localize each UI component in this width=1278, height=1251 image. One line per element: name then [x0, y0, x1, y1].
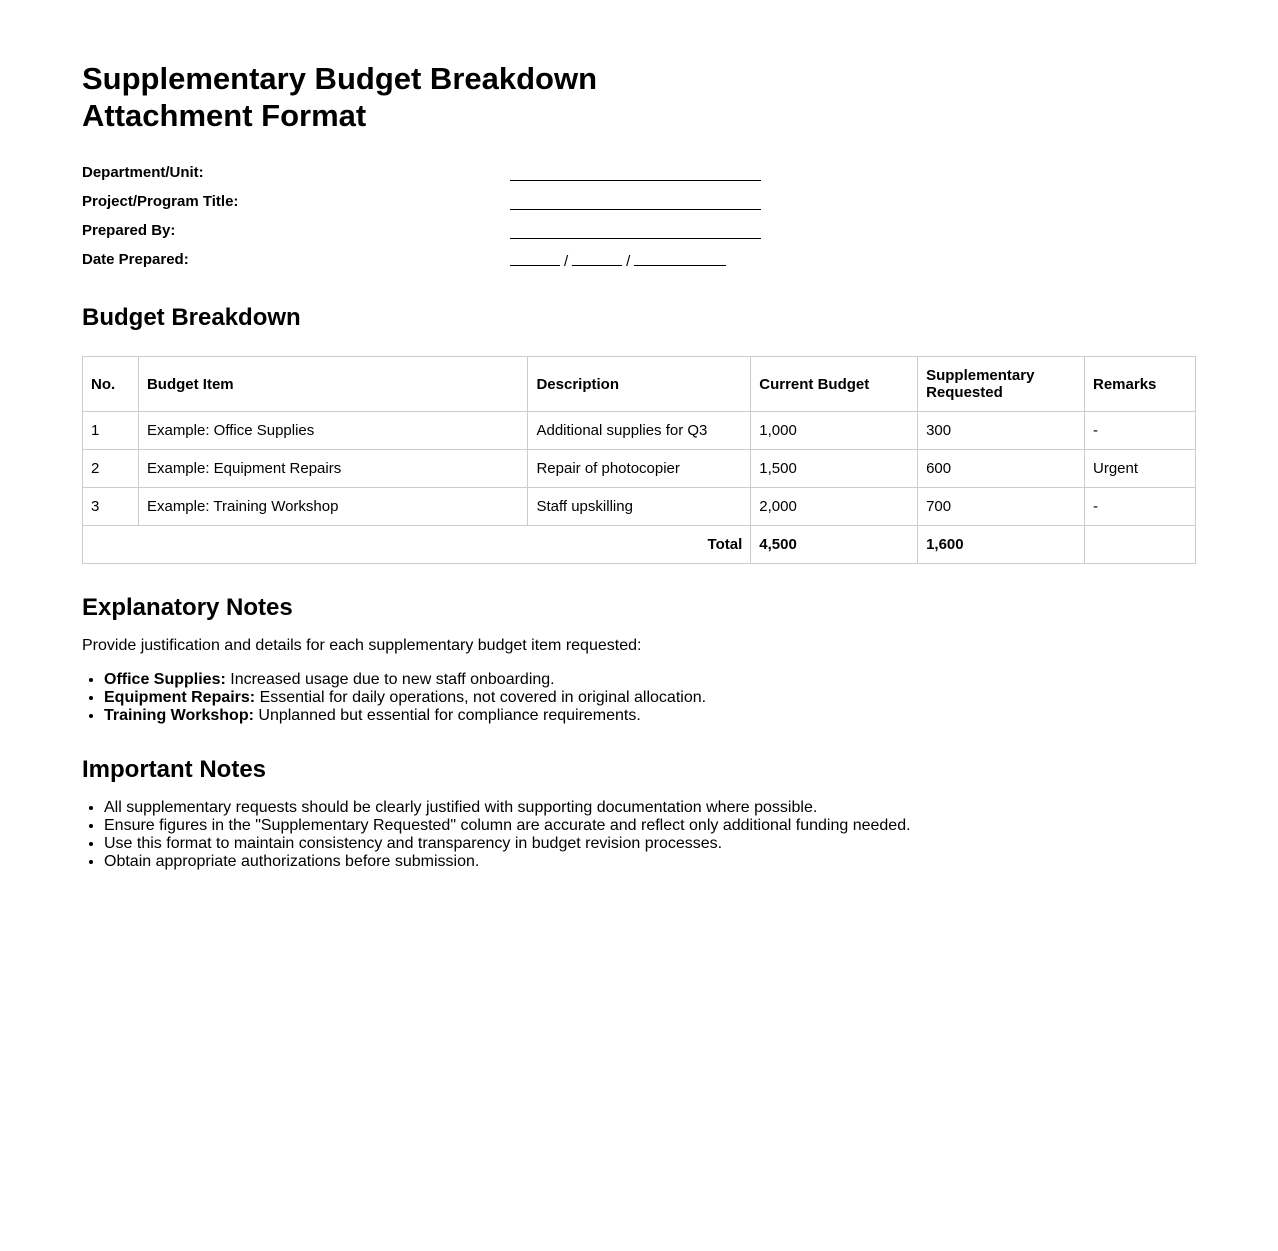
- date-day-field[interactable]: [510, 251, 560, 266]
- cell-no: 2: [83, 450, 139, 488]
- cell-current-budget: 1,500: [751, 450, 918, 488]
- cell-supplementary-requested: 300: [918, 412, 1085, 450]
- list-item-label: Office Supplies:: [104, 671, 226, 688]
- total-current-budget: 4,500: [751, 526, 918, 564]
- total-supplementary-requested: 1,600: [918, 526, 1085, 564]
- table-row: [83, 412, 1196, 450]
- table-header-row: [83, 357, 1196, 412]
- column-header-no: No.: [83, 357, 139, 412]
- cell-remarks: Urgent: [1085, 450, 1196, 488]
- cell-remarks: -: [1085, 488, 1196, 526]
- list-item-text: Unplanned but essential for compliance requirements.: [253, 707, 641, 724]
- date-prepared-field: [510, 251, 726, 270]
- date-separator: /: [564, 253, 569, 270]
- column-header-supplementary-requested: Supplementary Requested: [918, 357, 1085, 412]
- cell-current-budget: 2,000: [751, 488, 918, 526]
- meta-row-project: [82, 189, 782, 218]
- total-remarks: [1085, 526, 1196, 564]
- important-list: [82, 799, 1204, 871]
- list-item: • All supplementary requests should be clearly justified with supporting documentation where possible.: [104, 799, 1204, 817]
- cell-no: 3: [83, 488, 139, 526]
- cell-supplementary-requested: 700: [918, 488, 1085, 526]
- meta-row-prepared-by: [82, 218, 782, 247]
- budget-breakdown-heading: Budget Breakdown: [82, 304, 301, 331]
- total-label: Total: [83, 526, 751, 564]
- list-item: • Ensure figures in the "Supplementary Requested" column are accurate and reflect only additional funding needed.: [104, 817, 1204, 835]
- column-header-description: Description: [528, 357, 751, 412]
- cell-description: Additional supplies for Q3: [528, 412, 751, 450]
- list-item-text: Increased usage due to new staff onboarding.: [225, 671, 555, 688]
- cell-remarks: -: [1085, 412, 1196, 450]
- list-item: [104, 707, 1204, 725]
- cell-supplementary-requested: 600: [918, 450, 1085, 488]
- meta-row-department: [82, 160, 782, 189]
- date-separator: /: [626, 253, 631, 270]
- cell-budget-item: Example: Training Workshop: [138, 488, 528, 526]
- table-total-row: [83, 526, 1196, 564]
- cell-budget-item: Example: Equipment Repairs: [138, 450, 528, 488]
- explanatory-list: [82, 671, 1204, 725]
- department-field[interactable]: [510, 180, 761, 181]
- budget-table: [82, 356, 1196, 564]
- list-item: [104, 689, 1204, 707]
- meta-fields: [82, 160, 782, 276]
- prepared-by-field[interactable]: [510, 238, 761, 239]
- page-title: Supplementary Budget Breakdown Attachment Format: [82, 61, 598, 133]
- cell-description: Repair of photocopier: [528, 450, 751, 488]
- column-header-current-budget: Current Budget: [751, 357, 918, 412]
- table-row: [83, 450, 1196, 488]
- list-item-label: Equipment Repairs:: [104, 689, 256, 706]
- meta-row-date: [82, 247, 782, 276]
- explanatory-intro: Provide justification and details for each supplementary budget item requested:: [82, 637, 642, 654]
- cell-description: Staff upskilling: [528, 488, 751, 526]
- date-prepared-label: Date Prepared:: [82, 251, 189, 268]
- prepared-by-label: Prepared By:: [82, 222, 176, 239]
- project-title-label: Project/Program Title:: [82, 193, 239, 210]
- column-header-remarks: Remarks: [1085, 357, 1196, 412]
- column-header-budget-item: Budget Item: [138, 357, 528, 412]
- table-row: [83, 488, 1196, 526]
- date-year-field[interactable]: [634, 251, 726, 266]
- important-notes-heading: Important Notes: [82, 756, 267, 783]
- cell-current-budget: 1,000: [751, 412, 918, 450]
- department-label: Department/Unit:: [82, 164, 204, 181]
- cell-budget-item: Example: Office Supplies: [138, 412, 528, 450]
- list-item: • Obtain appropriate authorizations before submission.: [104, 853, 1204, 871]
- list-item: • Use this format to maintain consistency and transparency in budget revision processes.: [104, 835, 1204, 853]
- list-item-text: Essential for daily operations, not covered in original allocation.: [255, 689, 707, 706]
- explanatory-notes-heading: Explanatory Notes: [82, 594, 293, 621]
- date-month-field[interactable]: [572, 251, 622, 266]
- list-item: [104, 671, 1204, 689]
- project-title-field[interactable]: [510, 209, 761, 210]
- list-item-label: Training Workshop:: [104, 707, 254, 724]
- cell-no: 1: [83, 412, 139, 450]
